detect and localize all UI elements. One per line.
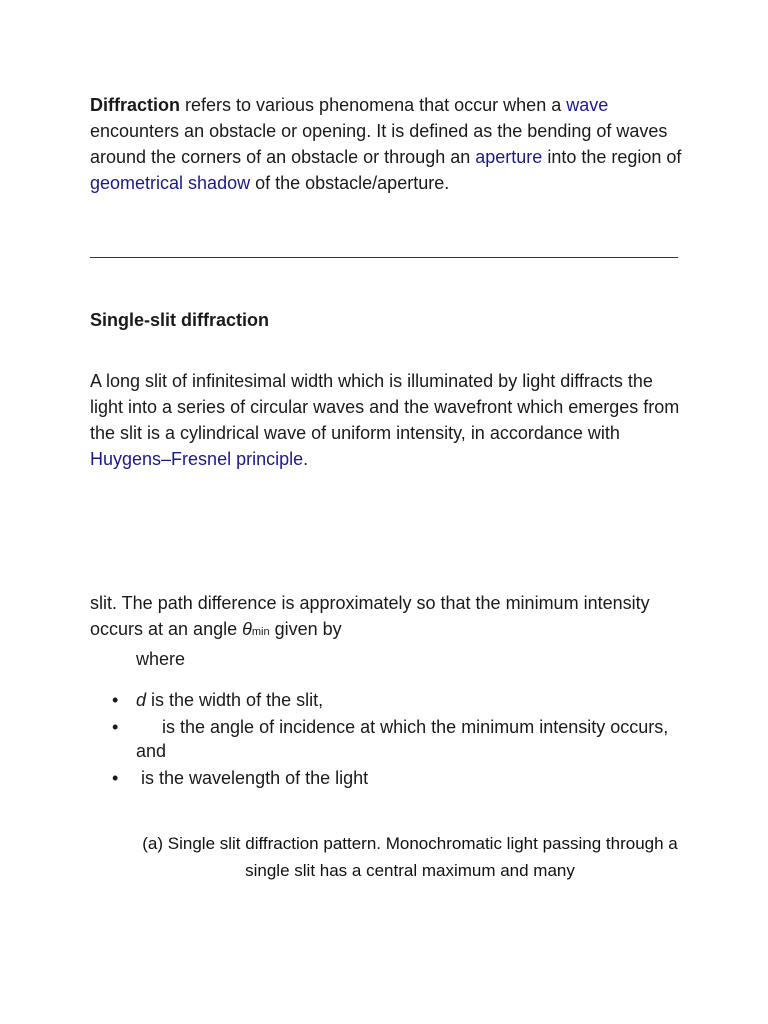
path-difference-paragraph xyxy=(90,590,690,645)
list-item xyxy=(112,715,692,763)
list-item xyxy=(112,688,692,712)
link-geometrical-shadow[interactable]: geometrical shadow xyxy=(90,173,251,193)
bullet-icon: • xyxy=(112,768,119,788)
term-diffraction: Diffraction xyxy=(90,95,180,115)
theta-symbol: θ xyxy=(242,619,252,639)
link-wave[interactable]: wave xyxy=(566,95,609,115)
figure-caption: (a) Single slit diffraction pattern. Monochromatic light passing through a single slit has a central maximum and many xyxy=(142,834,678,880)
link-huygens-fresnel[interactable]: Huygens–Fresnel principle xyxy=(90,449,304,469)
single-slit-paragraph xyxy=(90,368,690,472)
list-item xyxy=(112,766,692,790)
definition-list xyxy=(112,688,692,790)
section-heading: Single-slit diffraction xyxy=(90,310,270,330)
link-aperture[interactable]: aperture xyxy=(475,147,543,167)
intro-text-1: refers to various phenomena that occur when a xyxy=(180,95,567,115)
para3-text-1: slit. The path difference is approximately so that the minimum intensity occurs at an angle xyxy=(90,593,650,639)
bullet-2-text: is the angle of incidence at which the minimum intensity occurs, and xyxy=(136,717,669,761)
bullet-icon: • xyxy=(112,690,119,710)
bullet-1-text: is the width of the slit, xyxy=(146,690,324,710)
bullet-3-text: is the wavelength of the light xyxy=(141,768,369,788)
intro-paragraph xyxy=(90,92,690,196)
para2-text-2: . xyxy=(303,449,309,469)
para2-text-1: A long slit of infinitesimal width which is illuminated by light diffracts the light into a series of circular waves and the wavefront which emerges from the slit is a cylindrical wave of uniform intensity, in accordance with xyxy=(90,371,680,443)
intro-text-4: of the obstacle/aperture. xyxy=(250,173,450,193)
para3-text-2: given by xyxy=(269,619,342,639)
variable-d: d xyxy=(136,690,147,710)
horizontal-rule xyxy=(90,257,678,258)
intro-text-3: into the region of xyxy=(542,147,682,167)
theta-subscript: min xyxy=(251,626,270,638)
where-label: where xyxy=(136,649,186,669)
intro-text-2: encounters an obstacle or opening. It is defined as the bending of waves around the corners of an obstacle or through an xyxy=(90,121,668,167)
bullet-icon: • xyxy=(112,717,119,737)
